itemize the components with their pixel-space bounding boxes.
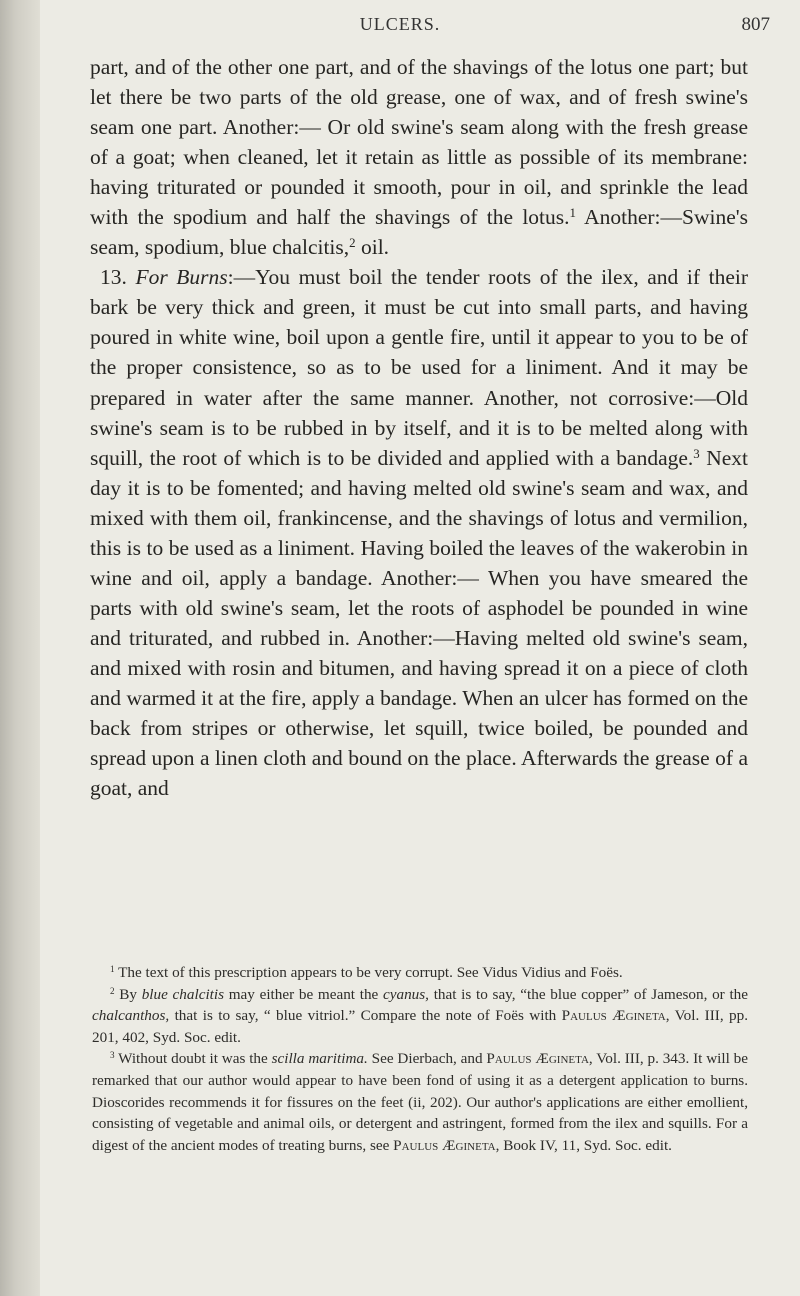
main-text <box>90 52 748 803</box>
text-run: Another:—Swine's seam, spodium, blue chalcitis, <box>90 205 749 260</box>
footnote-italic: scilla maritima. <box>271 1050 368 1068</box>
footnote-text: may either be meant the <box>224 985 383 1003</box>
text-run: oil. <box>355 235 390 260</box>
footnote-text: , Vol. III, p. 343. It will be remarked that our author would appear to have been fond of using it as a detergent application to burns. Dioscorides recommends it for fissures on the feet (ii, 202). Our author's applications are either emollient, consisting of vegetable and animal oils, or detergent and astringent, formed from the ilex and squills. For a digest of the ancient modes of treating burns, see <box>92 1050 748 1154</box>
footnote-reference: 3 <box>693 446 700 461</box>
footnote-text: , Book IV, 11, Syd. Soc. edit. <box>495 1136 672 1154</box>
footnote-2 <box>92 984 748 1049</box>
author-name: Paulus Ægineta <box>393 1136 496 1154</box>
footnote-marker: 2 <box>110 985 115 996</box>
author-name: Paulus Ægineta <box>486 1050 589 1068</box>
footnotes <box>92 962 748 1156</box>
binding-gutter <box>0 0 40 1296</box>
footnote-text: See Dierbach, and <box>367 1050 487 1068</box>
footnote-3 <box>92 1048 748 1156</box>
footnote-1 <box>92 962 748 984</box>
footnote-marker: 1 <box>110 963 115 974</box>
book-page <box>40 0 800 1296</box>
author-name: Paulus Ægineta <box>561 1007 666 1025</box>
footnote-reference: 2 <box>349 236 356 251</box>
footnote-text: Without doubt it was the <box>114 1050 272 1068</box>
footnote-text: , Vol. III, pp. 201, 402, Syd. Soc. edit. <box>92 1007 748 1046</box>
paragraph-burns <box>90 262 748 803</box>
page-number: 807 <box>741 14 770 35</box>
footnote-reference: 1 <box>569 206 576 221</box>
footnote-text: The text of this prescription appears to be very corrupt. See Vidus Vidius and Foës. <box>114 964 623 981</box>
text-run: part, and of the other one part, and of the shavings of the lotus one part; but let there be two parts of the old grease, one of wax, and of fresh swine's seam one part. Another:— Or old swine's seam along with the fresh grease of a goat; when cleaned, let it retain as little as possible of its membrane: having triturated or pounded it smooth, pour in oil, and sprinkle the lead with the spodium and half the shavings of the lotus. <box>90 55 748 230</box>
footnote-italic: cyanus, <box>383 985 429 1003</box>
footnote-text: that is to say, “the blue copper” of Jameson, or the <box>428 985 749 1003</box>
text-run: Next day it is to be fomented; and having melted old swine's seam and wax, and mixed with them oil, frankincense, and the shavings of lotus and vermilion, this is to be used as a liniment. Having boiled the leaves of the wakerobin in wine and oil, apply a bandage. Another:— When you have smeared the parts with old swine's seam, let the roots of asphodel be pounded in wine and triturated, and rubbed in. Another:—Having melted old swine's seam, and mixed with rosin and bitumen, and having spread it on a piece of cloth and warmed it at the fire, apply a bandage. When an ulcer has formed on the back from stripes or otherwise, let squill, twice boiled, be pounded and spread upon a linen cloth and bound on the place. Afterwards the grease of a goat, and <box>90 445 748 801</box>
text-run: :—You must boil the tender roots of the ilex, and if their bark be very thick and green, it must be cut into small parts, and having poured in white wine, boil upon a gentle fire, until it appear to you to be of the proper consistence, so as to be used for a liniment. And it may be prepared in water after the same manner. Another, not corrosive:—Old swine's seam is to be rubbed in by itself, and it is to be melted along with squill, the root of which is to be divided and applied with a bandage. <box>90 265 749 470</box>
section-heading: For Burns <box>135 265 228 290</box>
footnote-italic: blue chalcitis <box>141 985 225 1003</box>
footnote-marker: 3 <box>110 1050 115 1061</box>
footnote-italic: chalcanthos, <box>92 1007 170 1025</box>
running-title: ULCERS. <box>359 14 441 34</box>
page-header <box>40 14 800 44</box>
footnote-text: that is to say, “ blue vitriol.” Compare the note of Foës with <box>169 1007 562 1025</box>
section-number: 13. <box>100 265 127 290</box>
footnote-text: By <box>114 985 142 1003</box>
paragraph-prescriptions <box>90 52 748 262</box>
